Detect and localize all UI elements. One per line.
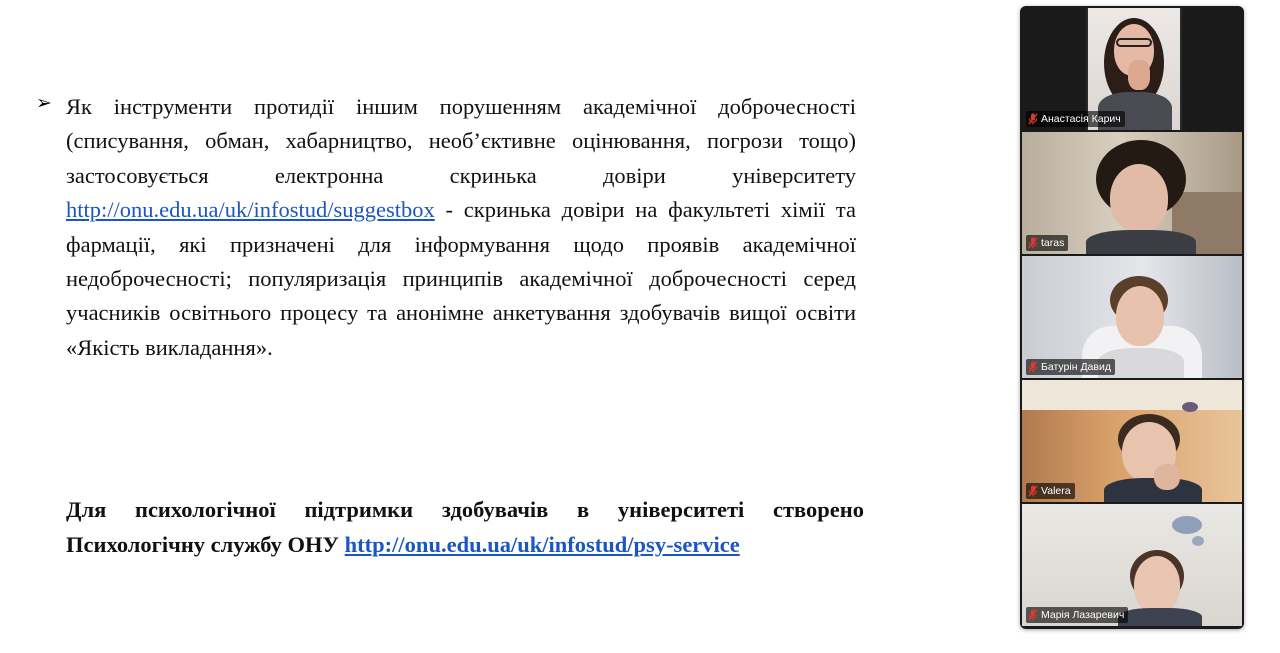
face — [1116, 286, 1164, 346]
participant-label — [1026, 111, 1125, 127]
participant-name: Valera — [1041, 485, 1071, 497]
participant-name: taras — [1041, 237, 1065, 249]
torso — [1086, 230, 1196, 254]
participant-tile[interactable] — [1022, 380, 1242, 502]
face — [1110, 164, 1168, 232]
mic-off-icon — [1028, 609, 1038, 621]
bullet-text-after: - скринька довіри на факультеті хімії та фармації, які призначені для інформування щодо проявів академічної недоброчесності; популяризація принципів академічної доброчесності серед учасників освітнього процесу та анонімне анкетування здобувачів вищої освіти «Якість викладання». — [66, 197, 856, 360]
participants-panel — [1020, 6, 1244, 629]
participant-name: Марія Лазаревич — [1041, 609, 1125, 621]
mic-off-icon — [1028, 113, 1038, 125]
hand — [1154, 464, 1180, 490]
psy-text — [66, 492, 864, 562]
glasses-icon — [1116, 38, 1152, 47]
torso — [1118, 608, 1202, 626]
participant-name: Анастасія Карич — [1041, 113, 1121, 125]
arrow-bullet-icon: ➢ — [36, 92, 52, 114]
background-ceiling — [1022, 380, 1242, 410]
participant-label — [1026, 483, 1075, 499]
psy-text-body: Для психологічної підтримки здобувачів в університеті створено Психологічну службу ОНУ — [66, 497, 864, 557]
participant-label — [1026, 359, 1115, 375]
background-decoration — [1172, 516, 1202, 534]
background-decoration — [1192, 536, 1204, 546]
face — [1134, 556, 1180, 614]
bullet-text-before: Як інструменти протидії іншим порушенням академічної доброчесності (списування, обман, хабарництво, необ’єктивне оцінювання, погрози тощо) застосовується електронна скринька довіри університету — [66, 94, 856, 188]
hand — [1128, 60, 1150, 90]
participant-tile-active[interactable] — [1022, 504, 1242, 626]
mic-off-icon — [1028, 485, 1038, 497]
suggestbox-link[interactable]: http://onu.edu.ua/uk/infostud/suggestbox — [66, 197, 435, 223]
participant-name: Батурін Давид — [1041, 361, 1111, 373]
participant-label — [1026, 607, 1128, 623]
participant-tile[interactable] — [1022, 256, 1242, 378]
video-letterbox-right — [1182, 8, 1242, 130]
participant-label — [1026, 235, 1068, 251]
participant-tile[interactable] — [1022, 132, 1242, 254]
psy-service-paragraph — [66, 492, 864, 562]
mic-off-icon — [1028, 361, 1038, 373]
background-lamp — [1182, 402, 1198, 412]
bullet-text — [66, 90, 856, 365]
psy-service-link[interactable]: http://onu.edu.ua/uk/infostud/psy-service — [344, 532, 740, 557]
bullet-paragraph — [36, 90, 856, 365]
mic-off-icon — [1028, 237, 1038, 249]
participant-tile[interactable] — [1022, 8, 1242, 130]
torso — [1104, 478, 1202, 502]
